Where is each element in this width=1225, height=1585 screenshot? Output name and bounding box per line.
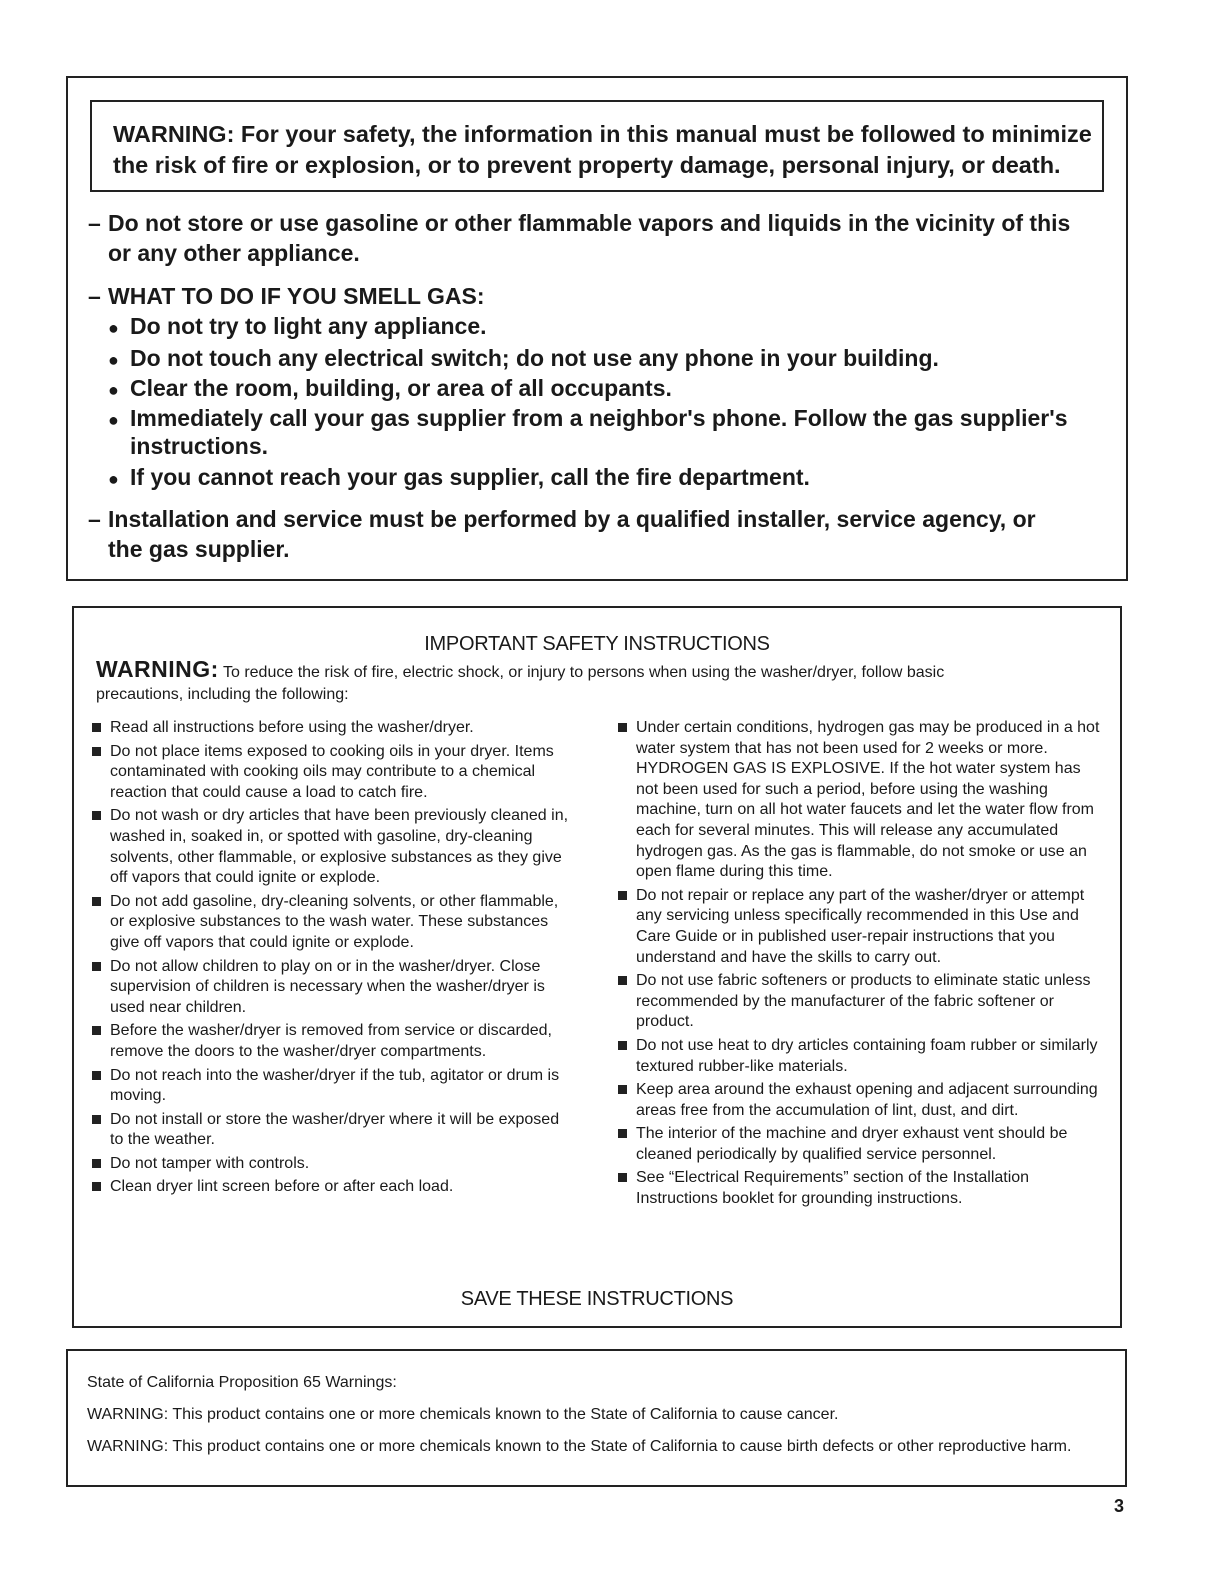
safety-intro <box>96 658 1096 706</box>
square-bullet-icon <box>618 723 627 732</box>
prop65-box <box>66 1349 1127 1487</box>
installation-warning-line1: – Installation and service must be performed by a qualified installer, service agency, or <box>88 506 1036 532</box>
safety-list-right <box>618 718 1100 1213</box>
square-bullet-icon <box>92 723 101 732</box>
safety-list-left <box>92 718 572 1201</box>
important-safety-box <box>72 606 1122 1328</box>
gas-warning-box <box>66 76 1128 581</box>
gas-bullet-2: ● Do not touch any electrical switch; do not use any phone in your building. <box>108 343 939 375</box>
list-item: See “Electrical Requirements” section of the Installation Instructions booklet for grounding instructions. <box>618 1168 1100 1209</box>
gas-bullet-1: ● Do not try to light any appliance. <box>108 311 487 343</box>
gasoline-warning-line1: – Do not store or use gasoline or other flammable vapors and liquids in the vicinity of this <box>88 210 1071 236</box>
list-item: Do not use heat to dry articles containing foam rubber or similarly textured rubber-like materials. <box>618 1036 1100 1077</box>
safety-headline-box <box>90 100 1104 192</box>
square-bullet-icon <box>92 1115 101 1124</box>
square-bullet-icon <box>618 1041 627 1050</box>
list-item: Do not reach into the washer/dryer if the tub, agitator or drum is moving. <box>92 1066 572 1107</box>
gas-bullet-5: ● If you cannot reach your gas supplier, call the fire department. <box>108 462 810 494</box>
square-bullet-icon <box>92 1159 101 1168</box>
square-bullet-icon <box>92 1182 101 1191</box>
bullet-icon: ● <box>108 469 119 489</box>
warning-word: WARNING: <box>96 656 219 682</box>
square-bullet-icon <box>92 747 101 756</box>
save-instructions-title: SAVE THESE INSTRUCTIONS <box>460 1288 734 1310</box>
square-bullet-icon <box>618 1085 627 1094</box>
list-item: Do not install or store the washer/dryer where it will be exposed to the weather. <box>92 1110 572 1151</box>
prop65-cancer-warning: WARNING: This product contains one or more chemicals known to the State of California to cause cancer. <box>87 1406 839 1423</box>
list-item: Do not wash or dry articles that have been previously cleaned in, washed in, soaked in, or spotted with gasoline, dry-cleaning solvents, other flammable, or explosive substances as they give off vapors that could ignite or explode. <box>92 806 572 888</box>
safety-headline-line2: the risk of fire or explosion, or to prevent property damage, personal injury, or death. <box>113 152 1061 178</box>
list-item: Before the washer/dryer is removed from service or discarded, remove the doors to the washer/dryer compartments. <box>92 1021 572 1062</box>
list-item: Read all instructions before using the washer/dryer. <box>92 718 572 739</box>
square-bullet-icon <box>618 891 627 900</box>
list-item: Do not use fabric softeners or products to eliminate static unless recommended by the manufacturer of the fabric softener or product. <box>618 971 1100 1033</box>
safety-headline-line1: WARNING: For your safety, the information in this manual must be followed to minimize <box>113 121 1092 147</box>
square-bullet-icon <box>92 811 101 820</box>
gas-bullet-4-line1: ● Immediately call your gas supplier from a neighbor's phone. Follow the gas supplier's <box>108 403 1068 435</box>
square-bullet-icon <box>92 962 101 971</box>
prop65-birth-defects-warning: WARNING: This product contains one or more chemicals known to the State of California to cause birth defects or other reproductive harm. <box>87 1438 1072 1455</box>
square-bullet-icon <box>92 1071 101 1080</box>
list-item: The interior of the machine and dryer exhaust vent should be cleaned periodically by qualified service personnel. <box>618 1124 1100 1165</box>
smell-gas-heading: – WHAT TO DO IF YOU SMELL GAS: <box>88 283 485 309</box>
bullet-icon: ● <box>108 350 119 370</box>
gasoline-warning-line2: or any other appliance. <box>108 240 360 266</box>
list-item: Under certain conditions, hydrogen gas may be produced in a hot water system that has not been used for 2 weeks or more. HYDROGEN GAS IS EXPLOSIVE. If the hot water system has not been used for such a period, before using the washing machine, turn on all hot water faucets and let the water flow from each for several minutes. This will release any accumulated hydrogen gas. As the gas is flammable, do not smoke or use an open flame during this time. <box>618 718 1100 883</box>
square-bullet-icon <box>92 897 101 906</box>
square-bullet-icon <box>618 976 627 985</box>
square-bullet-icon <box>618 1129 627 1138</box>
gas-bullet-4-line2: instructions. <box>130 433 269 459</box>
list-item: Do not place items exposed to cooking oils in your dryer. Items contaminated with cooking oils may contribute to a chemical reaction that could cause a load to catch fire. <box>92 742 572 804</box>
square-bullet-icon <box>618 1173 627 1182</box>
safety-intro-line2: precautions, including the following: <box>96 686 349 703</box>
safety-intro-line1: To reduce the risk of fire, electric shock, or injury to persons when using the washer/dryer, follow basic <box>218 664 945 681</box>
bullet-icon: ● <box>108 410 119 430</box>
safety-title: IMPORTANT SAFETY INSTRUCTIONS <box>424 633 770 655</box>
list-item: Do not allow children to play on or in the washer/dryer. Close supervision of children is necessary when the washer/dryer is used near children. <box>92 957 572 1019</box>
prop65-heading: State of California Proposition 65 Warnings: <box>87 1374 397 1391</box>
square-bullet-icon <box>92 1026 101 1035</box>
gas-bullet-3: ● Clear the room, building, or area of all occupants. <box>108 373 672 405</box>
list-item: Do not add gasoline, dry-cleaning solvents, or other flammable, or explosive substances to the wash water. These substances give off vapors that could ignite or explode. <box>92 892 572 954</box>
page-number: 3 <box>1114 1496 1125 1516</box>
bullet-icon: ● <box>108 380 119 400</box>
list-item: Clean dryer lint screen before or after each load. <box>92 1177 572 1198</box>
list-item: Do not tamper with controls. <box>92 1154 572 1175</box>
installation-warning-line2: the gas supplier. <box>108 536 290 562</box>
list-item: Do not repair or replace any part of the washer/dryer or attempt any servicing unless specifically recommended in this Use and Care Guide or in published user-repair instructions that you understand and have the skills to carry out. <box>618 886 1100 968</box>
list-item: Keep area around the exhaust opening and adjacent surrounding areas free from the accumulation of lint, dust, and dirt. <box>618 1080 1100 1121</box>
bullet-icon: ● <box>108 318 119 338</box>
